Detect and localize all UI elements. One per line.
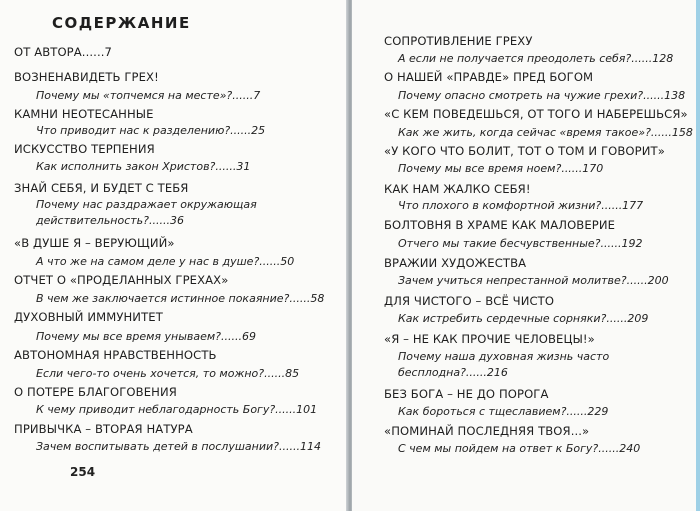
toc-entry-heading: КАМНИ НЕОТЕСАННЫЕ xyxy=(14,107,154,121)
toc-entry-heading: О НАШЕЙ «ПРАВДЕ» ПРЕД БОГОМ xyxy=(384,70,594,84)
toc-entry-subtitle: Отчего мы такие бесчувственные?......192 xyxy=(398,237,643,250)
toc-entry-heading: ОТ АВТОРА......7 xyxy=(14,45,112,59)
toc-entry-subtitle: Как истребить сердечные сорняки?......209 xyxy=(398,312,649,325)
toc-entry-heading: «У КОГО ЧТО БОЛИТ, ТОТ О ТОМ И ГОВОРИТ» xyxy=(384,144,665,158)
toc-entry-heading: «В ДУШЕ Я – ВЕРУЮЩИЙ» xyxy=(14,236,175,250)
toc-entry-heading: ВОЗНЕНАВИДЕТЬ ГРЕХ! xyxy=(14,70,159,84)
page-number: 254 xyxy=(70,465,96,479)
toc-entry-heading: ВРАЖИИ ХУДОЖЕСТВА xyxy=(384,256,527,270)
toc-entry-heading: «ПОМИНАЙ ПОСЛЕДНЯЯ ТВОЯ...» xyxy=(384,424,590,438)
toc-entry-subtitle: Почему нас раздражает окружающая xyxy=(36,198,257,211)
toc-entry-subtitle: Зачем учиться непрестанной молитве?......200 xyxy=(398,274,669,287)
toc-entry-subtitle: С чем мы пойдем на ответ к Богу?......240 xyxy=(398,442,641,455)
right-page xyxy=(352,0,700,511)
toc-entry-heading: ДУХОВНЫЙ ИММУНИТЕТ xyxy=(14,310,163,324)
toc-entry-heading: ОТЧЕТ О «ПРОДЕЛАННЫХ ГРЕХАХ» xyxy=(14,273,229,287)
toc-entry-subtitle: Как же жить, когда сейчас «время такое»?......158 xyxy=(398,126,693,139)
toc-entry-subtitle: Зачем воспитывать детей в послушании?......114 xyxy=(36,440,321,453)
toc-entry-heading: БЕЗ БОГА – НЕ ДО ПОРОГА xyxy=(384,387,549,401)
toc-entry-subtitle: Почему мы все время унываем?......69 xyxy=(36,330,256,343)
toc-title: СОДЕРЖАНИЕ xyxy=(52,14,191,32)
toc-entry-heading: БОЛТОВНЯ В ХРАМЕ КАК МАЛОВЕРИЕ xyxy=(384,218,616,232)
toc-entry-subtitle: Что приводит нас к разделению?......25 xyxy=(36,124,266,137)
toc-entry-heading: О ПОТЕРЕ БЛАГОГОВЕНИЯ xyxy=(14,385,177,399)
toc-entry-subtitle-cont: действительность?......36 xyxy=(36,214,184,227)
toc-entry-subtitle: В чем же заключается истинное покаяние?......58 xyxy=(36,292,325,305)
toc-entry-subtitle: К чему приводит неблагодарность Богу?......101 xyxy=(36,403,318,416)
toc-entry-subtitle: Что плохого в комфортной жизни?......177 xyxy=(398,199,644,212)
toc-entry-heading: «С КЕМ ПОВЕДЕШЬСЯ, ОТ ТОГО И НАБЕРЕШЬСЯ» xyxy=(384,107,688,121)
toc-entry-heading: ПРИВЫЧКА – ВТОРАЯ НАТУРА xyxy=(14,422,193,436)
toc-entry-subtitle: Почему мы «топчемся на месте»?......7 xyxy=(36,89,261,102)
toc-entry-subtitle: Если чего-то очень хочется, то можно?......85 xyxy=(36,367,300,380)
toc-entry-subtitle: А что же на самом деле у нас в душе?......50 xyxy=(36,255,295,268)
toc-entry-heading: ИСКУССТВО ТЕРПЕНИЯ xyxy=(14,142,155,156)
cover-edge xyxy=(696,0,700,511)
toc-entry-subtitle: Как бороться с тщеславием?......229 xyxy=(398,405,609,418)
toc-entry-subtitle: Почему наша духовная жизнь часто xyxy=(398,350,610,363)
toc-entry-subtitle-cont: бесплодна?......216 xyxy=(398,366,508,379)
left-page xyxy=(0,0,348,511)
toc-entry-heading: ДЛЯ ЧИСТОГО – ВСЁ ЧИСТО xyxy=(384,294,555,308)
toc-entry-subtitle: Как исполнить закон Христов?......31 xyxy=(36,160,251,173)
toc-entry-subtitle: Почему мы все время ноем?......170 xyxy=(398,162,604,175)
toc-entry-heading: ЗНАЙ СЕБЯ, И БУДЕТ С ТЕБЯ xyxy=(14,181,189,195)
toc-entry-heading: «Я – НЕ КАК ПРОЧИЕ ЧЕЛОВЕЦЫ!» xyxy=(384,332,595,346)
toc-entry-subtitle: Почему опасно смотреть на чужие грехи?......138 xyxy=(398,89,686,102)
toc-entry-heading: КАК НАМ ЖАЛКО СЕБЯ! xyxy=(384,182,531,196)
toc-entry-heading: АВТОНОМНАЯ НРАВСТВЕННОСТЬ xyxy=(14,348,217,362)
toc-entry-subtitle: А если не получается преодолеть себя?......128 xyxy=(398,52,674,65)
toc-entry-heading: СОПРОТИВЛЕНИЕ ГРЕХУ xyxy=(384,34,533,48)
